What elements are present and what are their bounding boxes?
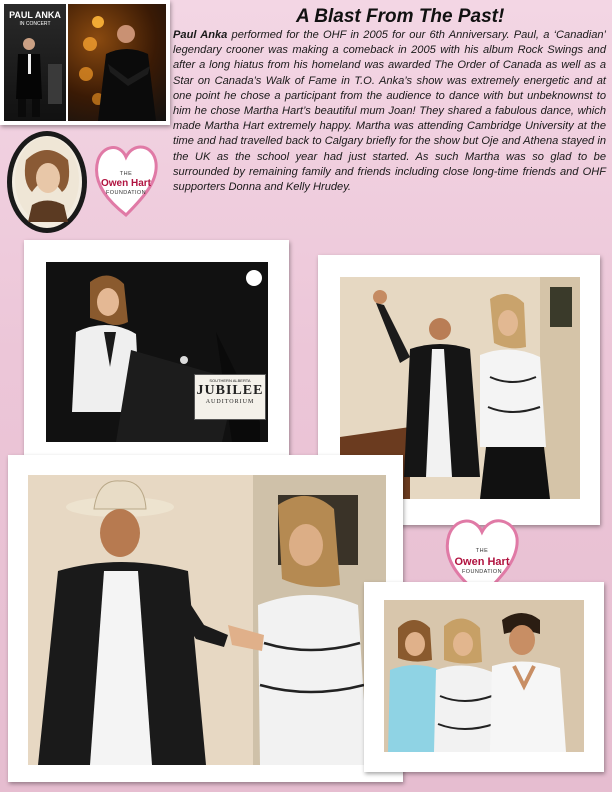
photo-anka-cowboy-hat [8, 455, 403, 782]
poster-figure [4, 4, 66, 121]
poster-name: PAUL ANKA [9, 10, 61, 20]
top-photo-frame [0, 0, 170, 125]
logo-left-line1: THE [119, 171, 133, 177]
podium-sign-small: SOUTHERN ALBERTA [209, 378, 251, 383]
logo-right-line1: THE [475, 548, 489, 554]
page-title: A Blast From The Past! [296, 6, 505, 27]
podium-sign-main: JUBILEE [196, 383, 264, 398]
podium-sign-sub: AUDITORIUM [205, 399, 255, 405]
photo-podium-speaker [24, 240, 289, 462]
logo-right-line3: FOUNDATION [462, 569, 502, 575]
logo-left-line3: FOUNDATION [106, 190, 146, 196]
poster-subtitle: IN CONCERT [19, 21, 51, 27]
jubilee-podium-sign [194, 374, 266, 420]
photo-group-three [364, 582, 604, 772]
anka-portrait-photo [68, 4, 166, 121]
group-photo-image [384, 600, 584, 752]
article-paragraph [173, 28, 606, 195]
oval-vintage-portrait [6, 130, 88, 234]
article-lead-name: Paul Anka [173, 29, 228, 41]
concert-poster-photo [4, 4, 66, 121]
article-body: performed for the OHF in 2005 for our 6th Anniversary. Paul, a ‘Canadian’ legendary crooner was making a comeback in 2005 with his album Rock Swings and after a long hiatus from his homeland was awarded The Order of Canada as well as a Star on Canada’s Walk of Fame in T.O. Anka’s show was extremely energetic and at one point he chose a participant from the audience to dance with but unbeknownst to him he chose Martha Hart’s beautiful mum Joan! They shared a fabulous dance, which made Martha Hart extremely happy. Martha was attending Cambridge University at the time and had travelled back to Calgary briefly for the show but Oje and Athena stayed in the UK as the school year had just started. As such Martha was so glad to be surrounded by remaining family and friends including close long-time friends and OHF supporters Donna and Kelly Hrudey. [173, 29, 606, 194]
heart-outline-icon [90, 135, 162, 219]
podium-photo-image [46, 262, 268, 442]
cowboy-figures [28, 475, 386, 765]
cowboy-photo-image [28, 475, 386, 765]
ohf-logo-left [90, 135, 162, 219]
group-figures [384, 600, 584, 752]
logo-right-line2: Owen Hart [454, 556, 510, 568]
logo-left-line2: Owen Hart [100, 178, 151, 189]
anka-portrait-figure [68, 4, 166, 121]
